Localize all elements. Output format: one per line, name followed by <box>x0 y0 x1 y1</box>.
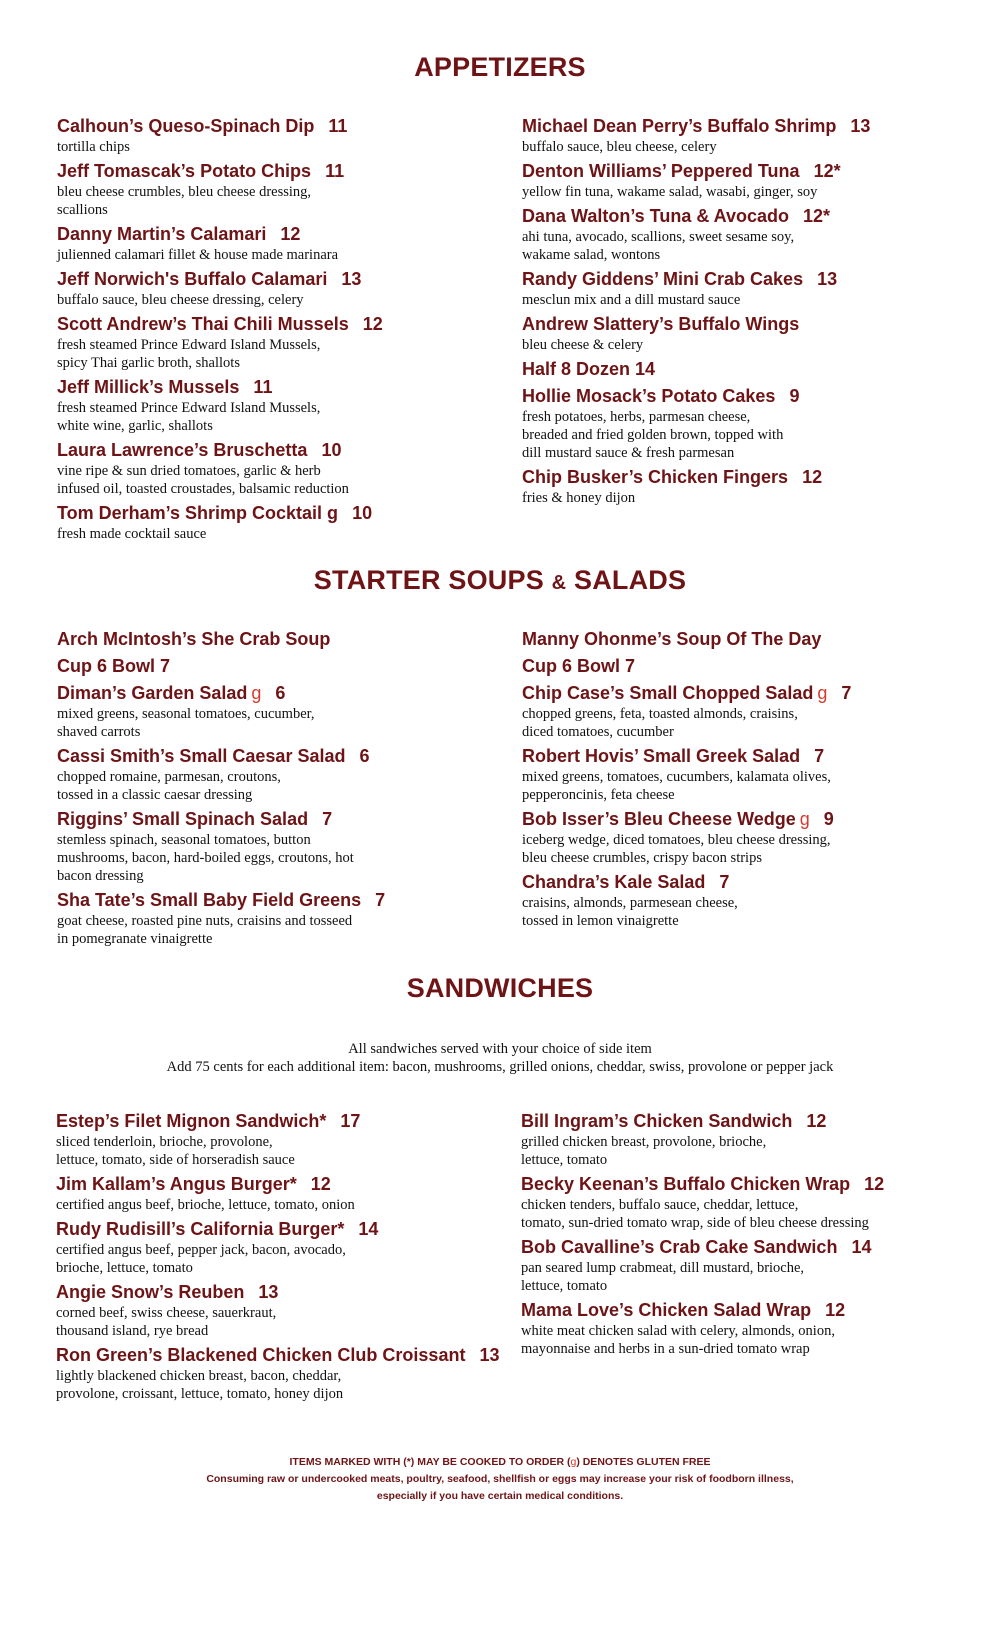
menu-item-price: 17 <box>340 1111 361 1131</box>
menu-item <box>522 808 952 867</box>
menu-item-name: Jeff Norwich's Buffalo Calamari <box>57 269 328 289</box>
sandwiches-title: SANDWICHES <box>406 973 594 1003</box>
gluten-free-mark: g <box>799 809 810 829</box>
menu-item <box>522 466 952 507</box>
menu-item-price: 12 <box>825 1300 846 1320</box>
menu-item-description: goat cheese, roasted pine nuts, craisins and tosseed in pomegranate vinaigrette <box>57 913 353 947</box>
menu-item <box>57 160 487 219</box>
menu-item <box>57 808 487 885</box>
menu-item-name: Robert Hovis’ Small Greek Salad <box>522 746 801 766</box>
menu-item-description: ahi tuna, avocado, scallions, sweet sesame soy, wakame salad, wontons <box>522 229 795 263</box>
menu-item-name: Ron Green’s Blackened Chicken Club Croissant <box>56 1345 466 1365</box>
menu-item-heading <box>522 628 952 651</box>
menu-item <box>57 889 487 948</box>
menu-item-price: 12* <box>813 161 841 181</box>
menu-item-heading <box>522 358 952 381</box>
menu-item-price: 14 <box>358 1219 379 1239</box>
menu-item-heading <box>521 1173 951 1196</box>
menu-item-description: mesclun mix and a dill mustard sauce <box>522 292 741 308</box>
menu-item-description: vine ripe & sun dried tomatoes, garlic & herb infused oil, toasted croustades, balsamic reduction <box>57 463 349 497</box>
menu-item-name: Bill Ingram’s Chicken Sandwich <box>521 1111 793 1131</box>
menu-item-heading <box>522 313 952 336</box>
menu-item <box>522 313 952 354</box>
menu-item <box>56 1281 486 1340</box>
menu-item-price: 6 <box>275 683 286 703</box>
menu-item-description: yellow fin tuna, wakame salad, wasabi, ginger, soy <box>522 184 818 200</box>
menu-item-description: bleu cheese crumbles, bleu cheese dressing, scallions <box>57 184 312 218</box>
menu-item-price: 12 <box>806 1111 827 1131</box>
menu-item-heading <box>57 115 487 138</box>
menu-item-name: Jim Kallam’s Angus Burger* <box>56 1174 297 1194</box>
menu-item-name: Chip Busker’s Chicken Fingers <box>522 467 789 487</box>
menu-item <box>57 502 487 543</box>
menu-item-name: Laura Lawrence’s Bruschetta <box>57 440 308 460</box>
menu-item <box>57 655 487 678</box>
menu-item-name: Cassi Smith’s Small Caesar Salad <box>57 746 346 766</box>
menu-item-name: Jeff Tomascak’s Potato Chips <box>57 161 312 181</box>
menu-item-price: 12 <box>310 1174 331 1194</box>
menu-item-name: Bob Isser’s Bleu Cheese Wedge <box>522 809 796 829</box>
menu-item <box>57 376 487 435</box>
menu-item-price: 10 <box>321 440 342 460</box>
menu-item-heading <box>56 1218 486 1241</box>
menu-item-description: sliced tenderloin, brioche, provolone, lettuce, tomato, side of horseradish sauce <box>56 1134 295 1168</box>
menu-item-heading <box>57 223 487 246</box>
footer-gf-mark: g <box>570 1456 577 1468</box>
menu-item <box>56 1110 486 1169</box>
menu-item-heading <box>522 115 952 138</box>
menu-item-name: Tom Derham’s Shrimp Cocktail g <box>57 503 339 523</box>
menu-item-description: chopped greens, feta, toasted almonds, craisins, diced tomatoes, cucumber <box>522 706 798 740</box>
menu-item-price: 7 <box>841 683 852 703</box>
menu-item-heading <box>57 439 487 462</box>
menu-item <box>522 205 952 264</box>
menu-item-price: 9 <box>823 809 834 829</box>
menu-item <box>57 223 487 264</box>
menu-item-heading <box>56 1344 500 1367</box>
menu-item-description: stemless spinach, seasonal tomatoes, button mushrooms, bacon, hard-boiled eggs, croutons, hot bacon dressing <box>57 832 354 884</box>
menu-item-description: fresh made cocktail sauce <box>57 526 207 542</box>
menu-item <box>57 439 487 498</box>
gluten-free-mark: g <box>251 683 262 703</box>
menu-item-description: fresh steamed Prince Edward Island Mussels, white wine, garlic, shallots <box>57 400 321 434</box>
menu-item-price: 12 <box>864 1174 885 1194</box>
menu-item-heading <box>522 205 952 228</box>
menu-item-price: 12 <box>362 314 383 334</box>
menu-item-price: 9 <box>789 386 800 406</box>
menu-item <box>57 268 487 309</box>
menu-item-description: craisins, almonds, parmesean cheese, tossed in lemon vinaigrette <box>522 895 738 929</box>
menu-item-name: Michael Dean Perry’s Buffalo Shrimp <box>522 116 837 136</box>
menu-item-name: Dana Walton’s Tuna & Avocado <box>522 206 790 226</box>
menu-item-price: 10 <box>352 503 373 523</box>
menu-item-heading <box>522 808 952 831</box>
menu-item <box>521 1173 951 1232</box>
menu-item-description: bleu cheese & celery <box>522 337 644 353</box>
menu-item-name: Estep’s Filet Mignon Sandwich* <box>56 1111 327 1131</box>
menu-item-heading <box>56 1281 486 1304</box>
menu-item-heading <box>522 745 952 768</box>
menu-item-description: fresh steamed Prince Edward Island Mussels, spicy Thai garlic broth, shallots <box>57 337 321 371</box>
menu-item <box>57 628 487 651</box>
menu-item <box>522 655 952 678</box>
menu-item-heading <box>522 268 952 291</box>
footer-warning-cont: especially if you have certain medical conditions. <box>376 1490 624 1502</box>
menu-item-price: 14 <box>851 1237 872 1257</box>
menu-item-name: Manny Ohonme’s Soup Of The Day <box>522 629 822 649</box>
menu-item-name: Riggins’ Small Spinach Salad <box>57 809 309 829</box>
menu-item <box>521 1236 951 1295</box>
soups-title-amp: & <box>551 572 567 594</box>
menu-item-price: 13 <box>341 269 362 289</box>
menu-item-heading <box>57 268 487 291</box>
menu-item-name: Cup 6 Bowl 7 <box>522 656 636 676</box>
menu-item-heading <box>57 745 487 768</box>
menu-item <box>522 115 952 156</box>
menu-item <box>522 358 952 381</box>
menu-item-price: 13 <box>479 1345 500 1365</box>
sandwiches-right-column <box>521 1110 951 1362</box>
footer-warning: Consuming raw or undercooked meats, poultry, seafood, shellfish or eggs may increase your risk of foodborn illness, <box>206 1473 794 1485</box>
appetizers-title: APPETIZERS <box>414 52 586 82</box>
menu-item-heading <box>57 628 487 651</box>
menu-item-name: Angie Snow’s Reuben <box>56 1282 245 1302</box>
menu-item <box>522 871 952 930</box>
sandwiches-left-column <box>56 1110 500 1407</box>
menu-item-name: Mama Love’s Chicken Salad Wrap <box>521 1300 812 1320</box>
menu-item-heading <box>57 376 487 399</box>
menu-item-name: Denton Williams’ Peppered Tuna <box>522 161 800 181</box>
menu-item-price: 13 <box>817 269 838 289</box>
menu-item-heading <box>522 682 952 705</box>
menu-item <box>522 268 952 309</box>
gluten-free-mark: g <box>817 683 828 703</box>
menu-item-name: Half 8 Dozen 14 <box>522 359 656 379</box>
menu-item-price: 7 <box>375 890 386 910</box>
menu-item-heading <box>57 682 487 705</box>
menu-item-description: chopped romaine, parmesan, croutons, tossed in a classic caesar dressing <box>57 769 281 803</box>
menu-item-heading <box>522 466 952 489</box>
menu-item-heading <box>57 889 487 912</box>
menu-item-description: certified angus beef, pepper jack, bacon, avocado, brioche, lettuce, tomato <box>56 1242 346 1276</box>
menu-item-name: Bob Cavalline’s Crab Cake Sandwich <box>521 1237 838 1257</box>
menu-item-price: 13 <box>850 116 871 136</box>
menu-item <box>521 1110 951 1169</box>
menu-item-name: Danny Martin’s Calamari <box>57 224 267 244</box>
menu-item-price: 11 <box>328 116 348 136</box>
menu-item-price: 13 <box>258 1282 279 1302</box>
footer-legend <box>0 1454 1000 1471</box>
menu-item-price: 12* <box>803 206 831 226</box>
menu-item-heading <box>521 1236 951 1259</box>
footer-legend-b: ) DENOTES GLUTEN FREE <box>576 1456 711 1468</box>
menu-item-description: pan seared lump crabmeat, dill mustard, brioche, lettuce, tomato <box>521 1260 805 1294</box>
menu-item-name: Hollie Mosack’s Potato Cakes <box>522 386 776 406</box>
menu-item-name: Rudy Rudisill’s California Burger* <box>56 1219 345 1239</box>
menu-item <box>522 385 952 462</box>
appetizers-right-column <box>522 115 952 511</box>
menu-item-heading <box>522 385 952 408</box>
menu-item-heading <box>522 655 952 678</box>
menu-item-description: julienned calamari fillet & house made marinara <box>57 247 339 263</box>
menu-item <box>57 115 487 156</box>
menu-item <box>522 628 952 651</box>
menu-item-name: Sha Tate’s Small Baby Field Greens <box>57 890 362 910</box>
menu-item-price: 7 <box>719 872 730 892</box>
menu-item-price: 11 <box>253 377 273 397</box>
menu-item-heading <box>57 502 487 525</box>
menu-item-heading <box>57 808 487 831</box>
menu-item-name: Cup 6 Bowl 7 <box>57 656 171 676</box>
soups-salads-title <box>0 565 1000 596</box>
menu-item-name: Randy Giddens’ Mini Crab Cakes <box>522 269 804 289</box>
soups-title-part: STARTER SOUPS <box>313 565 552 595</box>
menu-item <box>57 682 487 741</box>
menu-item-heading <box>522 871 952 894</box>
menu-item-heading <box>57 313 487 336</box>
menu-item-description: fresh potatoes, herbs, parmesan cheese, breaded and fried golden brown, topped with dill mustard sauce & fresh parmesan <box>522 409 784 461</box>
menu-item-heading <box>57 160 487 183</box>
sandwich-note-side: All sandwiches served with your choice of side item <box>348 1041 652 1057</box>
soups-right-column <box>522 628 952 934</box>
menu-item-description: lightly blackened chicken breast, bacon, cheddar, provolone, croissant, lettuce, tomato, honey dijon <box>56 1368 344 1402</box>
menu-item-name: Chip Case’s Small Chopped Salad <box>522 683 814 703</box>
footer-legend-a: ITEMS MARKED WITH (*) MAY BE COOKED TO ORDER ( <box>289 1456 571 1468</box>
menu-item-description: fries & honey dijon <box>522 490 636 506</box>
menu-item <box>57 313 487 372</box>
menu-item-heading <box>521 1110 951 1133</box>
menu-item-heading <box>56 1173 486 1196</box>
menu-item <box>56 1344 500 1403</box>
menu-item-description: buffalo sauce, bleu cheese dressing, celery <box>57 292 304 308</box>
menu-item-name: Jeff Millick’s Mussels <box>57 377 240 397</box>
menu-item-description: buffalo sauce, bleu cheese, celery <box>522 139 717 155</box>
menu-item-name: Scott Andrew’s Thai Chili Mussels <box>57 314 349 334</box>
menu-item-name: Chandra’s Kale Salad <box>522 872 706 892</box>
menu-item-price: 11 <box>325 161 345 181</box>
salads-title-part: SALADS <box>566 565 687 595</box>
menu-item-price: 12 <box>802 467 823 487</box>
menu-item-heading <box>56 1110 486 1133</box>
menu-item-description: certified angus beef, brioche, lettuce, tomato, onion <box>56 1197 355 1213</box>
menu-item-description: iceberg wedge, diced tomatoes, bleu cheese dressing, bleu cheese crumbles, crispy bacon strips <box>522 832 831 866</box>
menu-item-heading <box>522 160 952 183</box>
menu-item-description: white meat chicken salad with celery, almonds, onion, mayonnaise and herbs in a sun-dried tomato wrap <box>521 1323 835 1357</box>
menu-item <box>521 1299 951 1358</box>
menu-item <box>56 1173 486 1214</box>
menu-item-price: 6 <box>359 746 370 766</box>
menu-item-heading <box>521 1299 951 1322</box>
menu-item-description: mixed greens, seasonal tomatoes, cucumber, shaved carrots <box>57 706 315 740</box>
menu-item-price: 12 <box>280 224 301 244</box>
menu-item-heading <box>57 655 487 678</box>
sandwich-note-addons: Add 75 cents for each additional item: bacon, mushrooms, grilled onions, cheddar, swiss, provolone or pepper jack <box>166 1059 834 1075</box>
menu-item-description: chicken tenders, buffalo sauce, cheddar, lettuce, tomato, sun-dried tomato wrap, side of bleu cheese dressing <box>521 1197 869 1231</box>
menu-item-description: tortilla chips <box>57 139 130 155</box>
menu-item <box>522 745 952 804</box>
menu-item-description: corned beef, swiss cheese, sauerkraut, thousand island, rye bread <box>56 1305 277 1339</box>
menu-item-name: Diman’s Garden Salad <box>57 683 248 703</box>
menu-item-description: mixed greens, tomatoes, cucumbers, kalamata olives, pepperoncinis, feta cheese <box>522 769 831 803</box>
menu-item <box>522 160 952 201</box>
menu-item <box>56 1218 486 1277</box>
menu-item <box>522 682 952 741</box>
menu-item-price: 7 <box>814 746 825 766</box>
menu-item-name: Andrew Slattery’s Buffalo Wings <box>522 314 800 334</box>
menu-item-name: Calhoun’s Queso-Spinach Dip <box>57 116 315 136</box>
menu-item-price: 7 <box>322 809 333 829</box>
soups-left-column <box>57 628 487 952</box>
menu-item-name: Becky Keenan’s Buffalo Chicken Wrap <box>521 1174 851 1194</box>
menu-item-name: Arch McIntosh’s She Crab Soup <box>57 629 331 649</box>
menu-item-description: grilled chicken breast, provolone, brioche, lettuce, tomato <box>521 1134 767 1168</box>
menu-item <box>57 745 487 804</box>
appetizers-left-column <box>57 115 487 547</box>
